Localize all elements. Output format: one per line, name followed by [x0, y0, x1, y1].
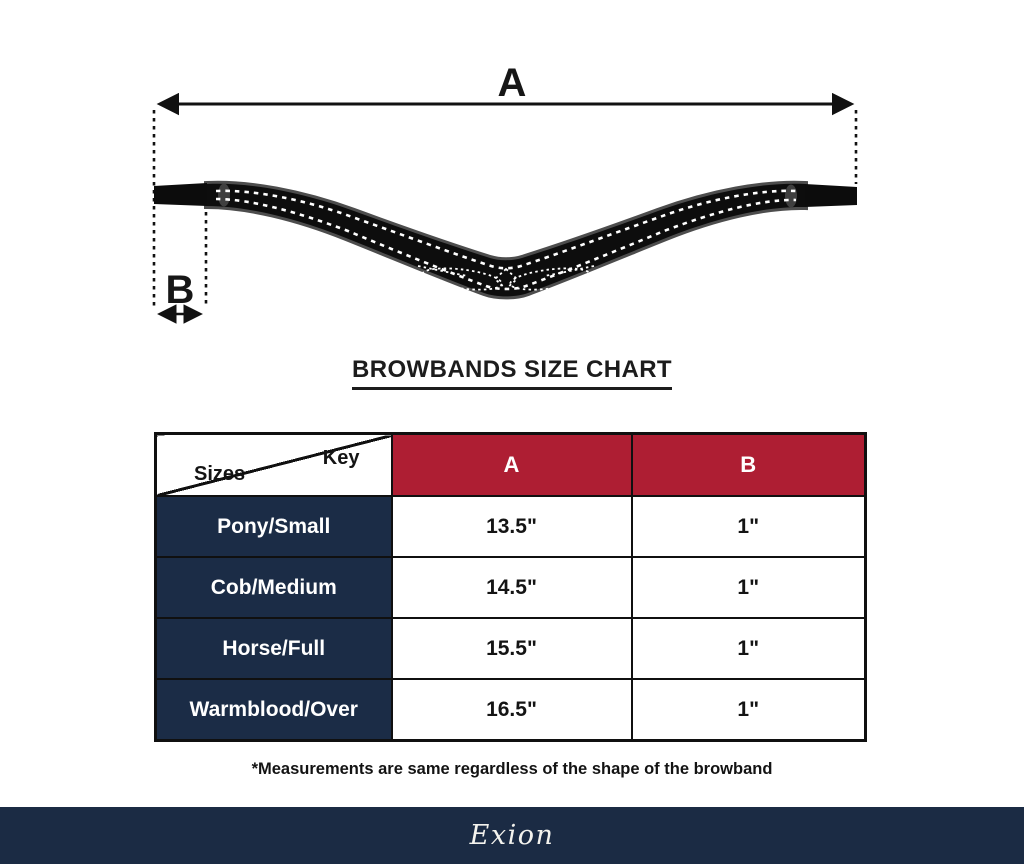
table-row	[156, 679, 866, 741]
column-header-b: B	[632, 434, 866, 497]
browband-diagram	[0, 0, 1024, 340]
buckle-slot-right	[785, 185, 797, 208]
browband-strap-body	[207, 184, 805, 297]
size-name: Warmblood/Over	[156, 679, 392, 741]
column-header-a: A	[392, 434, 632, 497]
size-name: Pony/Small	[156, 496, 392, 557]
value-b: 1"	[632, 679, 866, 741]
size-name: Horse/Full	[156, 618, 392, 679]
value-a: 16.5"	[392, 679, 632, 741]
page-title: BROWBANDS SIZE CHART	[352, 356, 672, 390]
value-a: 14.5"	[392, 557, 632, 618]
brand-logo-text: Exion	[469, 820, 555, 851]
browband-tab-left	[154, 183, 207, 206]
dimension-a-label: A	[497, 61, 527, 105]
value-b: 1"	[632, 557, 866, 618]
measurement-footnote: *Measurements are same regardless of the shape of the browband	[251, 760, 773, 778]
size-table	[154, 432, 867, 742]
table-row	[156, 618, 866, 679]
value-a: 13.5"	[392, 496, 632, 557]
dimension-b-label: B	[165, 268, 195, 312]
size-name: Cob/Medium	[156, 557, 392, 618]
table-row	[156, 496, 866, 557]
title-wrap	[0, 356, 1024, 390]
buckle-slot-left	[218, 184, 230, 207]
browband-tab-right	[805, 184, 857, 207]
corner-key-label: Key	[322, 447, 360, 469]
table-header-row	[156, 434, 866, 497]
value-a: 15.5"	[392, 618, 632, 679]
value-b: 1"	[632, 618, 866, 679]
brand-footer	[0, 807, 1024, 864]
corner-cell	[156, 434, 392, 497]
table-row	[156, 557, 866, 618]
corner-sizes-label: Sizes	[194, 463, 246, 485]
value-b: 1"	[632, 496, 866, 557]
stitch-line-top	[216, 191, 796, 268]
